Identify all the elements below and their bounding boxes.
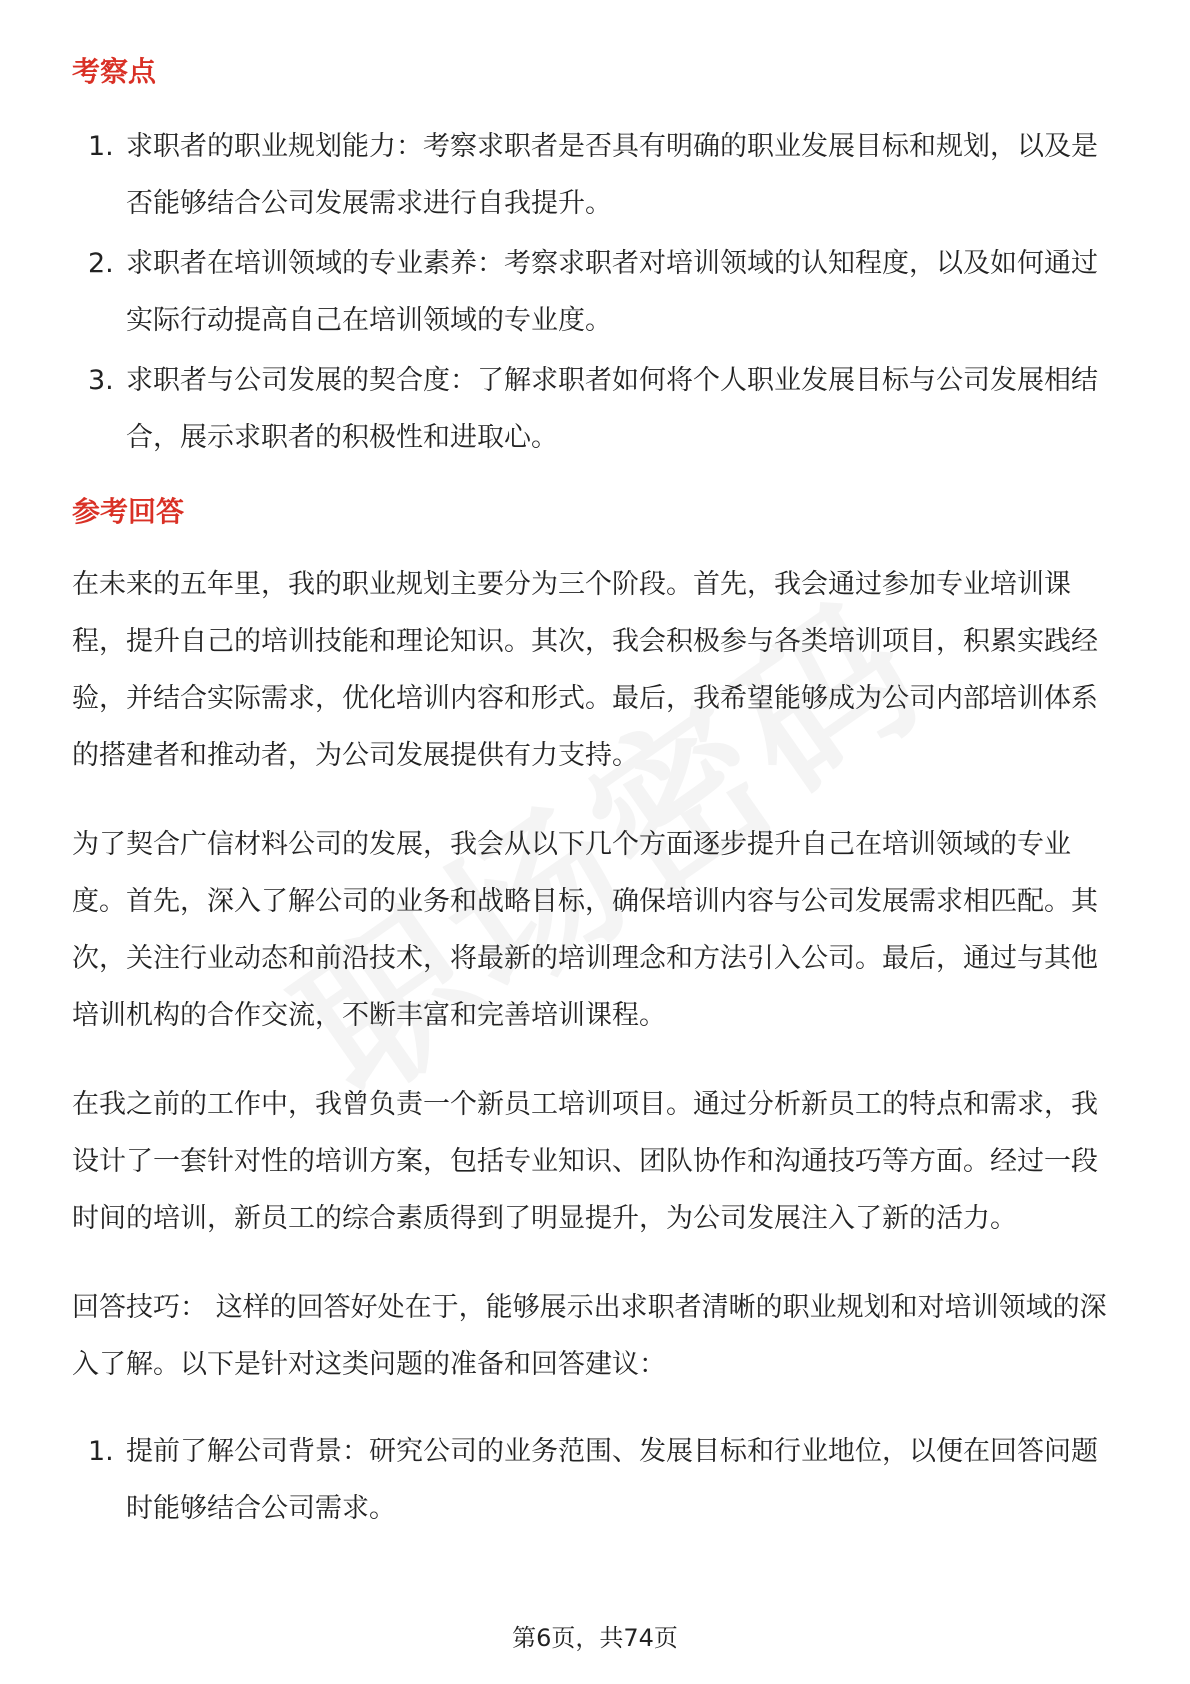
document-page bbox=[72, 40, 1122, 1540]
page-number-label: 第6页，共74页 bbox=[512, 1624, 678, 1652]
answer-paragraph: 在未来的五年里，我的职业规划主要分为三个阶段。首先，我会通过参加专业培训课程，提升自己的培训技能和理论知识。其次，我会积极参与各类培训项目，积累实践经验，并结合实际需求，优化培训内容和形式。最后，我希望能够成为公司内部培训体系的搭建者和推动者，为公司发展提供有力支持。 bbox=[72, 569, 1098, 771]
section-title-answer: 参考回答 bbox=[72, 495, 185, 528]
list-text: 求职者的职业规划能力：考察求职者是否具有明确的职业发展目标和规划，以及是否能够结合公司发展需求进行自我提升。 bbox=[126, 131, 1098, 219]
list-item bbox=[72, 1423, 1122, 1537]
list-number: 2. bbox=[88, 248, 114, 279]
page-footer bbox=[0, 1618, 1190, 1653]
list-number: 1. bbox=[88, 1436, 114, 1467]
list-number: 1. bbox=[88, 131, 114, 162]
list-text: 提前了解公司背景：研究公司的业务范围、发展目标和行业地位，以便在回答问题时能够结合公司需求。 bbox=[126, 1436, 1098, 1524]
list-text: 求职者在培训领域的专业素养：考察求职者对培训领域的认知程度，以及如何通过实际行动提高自己在培训领域的专业度。 bbox=[126, 248, 1098, 336]
list-item bbox=[72, 118, 1122, 232]
answer-paragraph: 为了契合广信材料公司的发展，我会从以下几个方面逐步提升自己在培训领域的专业度。首先，深入了解公司的业务和战略目标，确保培训内容与公司发展需求相匹配。其次，关注行业动态和前沿技术，将最新的培训理念和方法引入公司。最后，通过与其他培训机构的合作交流，不断丰富和完善培训课程。 bbox=[72, 829, 1098, 1031]
tips-list bbox=[72, 1423, 1122, 1537]
list-item bbox=[72, 352, 1122, 466]
section-title-focus: 考察点 bbox=[72, 55, 157, 88]
list-number: 3. bbox=[88, 365, 114, 396]
focus-points-list bbox=[72, 118, 1122, 466]
answer-tips-intro: 回答技巧： 这样的回答好处在于，能够展示出求职者清晰的职业规划和对培训领域的深入了解。以下是针对这类问题的准备和回答建议： bbox=[72, 1292, 1107, 1380]
list-item bbox=[72, 235, 1122, 349]
list-text: 求职者与公司发展的契合度：了解求职者如何将个人职业发展目标与公司发展相结合，展示求职者的积极性和进取心。 bbox=[126, 365, 1098, 453]
answer-paragraph: 在我之前的工作中，我曾负责一个新员工培训项目。通过分析新员工的特点和需求，我设计了一套针对性的培训方案，包括专业知识、团队协作和沟通技巧等方面。经过一段时间的培训，新员工的综合素质得到了明显提升，为公司发展注入了新的活力。 bbox=[72, 1089, 1098, 1234]
